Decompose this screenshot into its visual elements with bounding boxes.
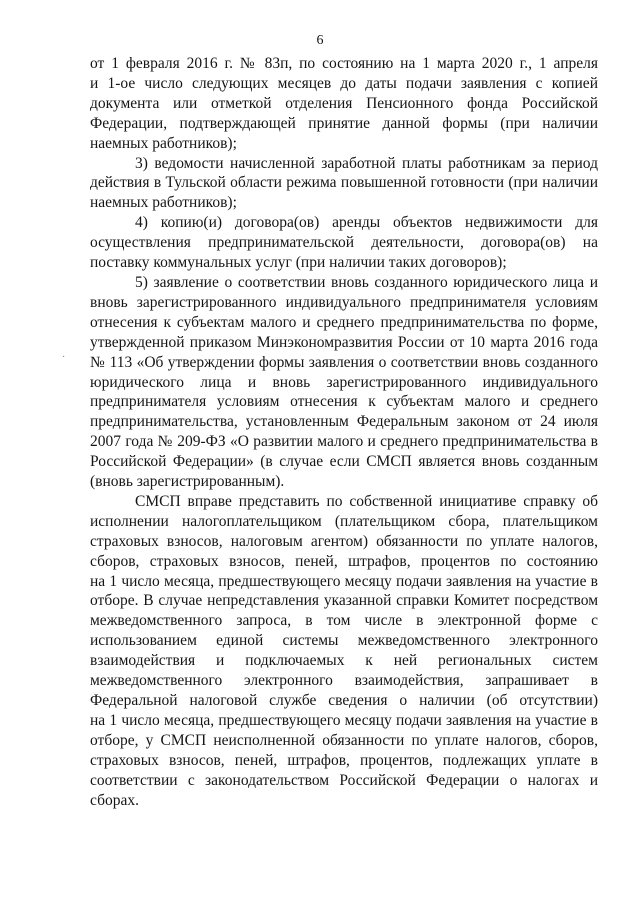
text-line: № 113 «Об утверждении формы заявления о соответствии вновь созданного bbox=[90, 353, 598, 371]
text-line: юридического лица и вновь зарегистрированного индивидуального bbox=[90, 373, 598, 391]
text-line: страховых взносов, пеней, штрафов, процентов, подлежащих уплате в bbox=[90, 751, 598, 769]
text-line: использованием единой системы межведомственного электронного bbox=[90, 632, 598, 650]
page-number: 6 bbox=[316, 33, 324, 48]
text-line: Федерации, подтверждающей принятие данной формы (при наличии bbox=[90, 114, 598, 132]
text-line: предпринимателя условиям отнесения к субъектам малого и среднего bbox=[90, 393, 598, 411]
text-line: отнесения к субъектам малого и среднего предпринимательства по форме, bbox=[90, 313, 598, 331]
paragraph-item-3 bbox=[90, 154, 598, 214]
text-line: исполнении налогоплательщиком (плательщиком сбора, плательщиком bbox=[90, 512, 598, 530]
paragraph-item-4 bbox=[90, 213, 598, 273]
paragraph-smsp-right bbox=[90, 492, 598, 811]
text-line: 2007 года № 209-ФЗ «О развитии малого и среднего предпринимательства в bbox=[90, 433, 598, 451]
text-line: и 1-ое число следующих месяцев до даты подачи заявления с копией bbox=[90, 74, 598, 92]
text-line: отборе, у СМСП неисполненной обязанности по уплате налогов, сборов, bbox=[90, 731, 598, 749]
text-line: поставку коммунальных услуг (при наличии таких договоров); bbox=[90, 254, 507, 272]
text-line: СМСП вправе представить по собственной инициативе справку об bbox=[135, 492, 598, 510]
text-line: сборах. bbox=[90, 791, 139, 809]
text-line: Российской Федерации» (в случае если СМСП является вновь созданным bbox=[90, 453, 598, 471]
text-line: страховых взносов, налоговым агентом) обязанности по уплате налогов, bbox=[90, 532, 598, 550]
paragraph-item-5 bbox=[90, 273, 598, 492]
text-line: отборе. В случае непредставления указанной справки Комитет посредством bbox=[90, 592, 598, 610]
text-line: документа или отметкой отделения Пенсионного фонда Российской bbox=[90, 94, 598, 112]
text-line: утвержденной приказом Минэкономразвития России от 10 марта 2016 года bbox=[90, 333, 598, 351]
text-line: действия в Тульской области режима повышенной готовности (при наличии bbox=[90, 174, 598, 192]
text-line: соответствии с законодательством Российской Федерации о налогах и bbox=[90, 771, 598, 789]
text-line: предпринимательства, установленным Федеральным законом от 24 июля bbox=[90, 413, 598, 431]
text-line: сборов, страховых взносов, пеней, штрафов, процентов по состоянию bbox=[90, 552, 598, 570]
text-line: осуществления предпринимательской деятельности, договора(ов) на bbox=[90, 234, 598, 252]
text-line: на 1 число месяца, предшествующего месяцу подачи заявления на участие в bbox=[90, 572, 598, 590]
text-line: межведомственного электронного взаимодействия, запрашивает в bbox=[90, 672, 598, 690]
text-line: (вновь зарегистрированным). bbox=[90, 473, 285, 491]
text-line: Федеральной налоговой службе сведения о наличии (об отсутствии) bbox=[90, 692, 598, 709]
text-line: 3) ведомости начисленной заработной платы работникам за период bbox=[135, 154, 598, 172]
text-line: от 1 февраля 2016 г. № 83п, по состоянию на 1 марта 2020 г., 1 апреля bbox=[90, 55, 598, 72]
text-line: вновь зарегистрированного индивидуального предпринимателя условиям bbox=[90, 293, 598, 311]
text-line: межведомственного запроса, в том числе в электронной форме с bbox=[90, 612, 598, 630]
text-line: 4) копию(и) договора(ов) аренды объектов недвижимости для bbox=[135, 214, 598, 232]
text-line: 5) заявление о соответствии вновь созданного юридического лица и bbox=[135, 273, 598, 291]
text-line: взаимодействия и подключаемых к ней региональных систем bbox=[90, 652, 598, 670]
document-body bbox=[90, 54, 598, 810]
text-line: наемных работников); bbox=[90, 134, 237, 152]
scan-speck: · bbox=[62, 352, 66, 363]
text-line: наемных работников); bbox=[90, 194, 237, 212]
paragraph-continuation bbox=[90, 54, 598, 154]
text-line: на 1 число месяца, предшествующего месяцу подачи заявления на участие в bbox=[90, 711, 598, 729]
